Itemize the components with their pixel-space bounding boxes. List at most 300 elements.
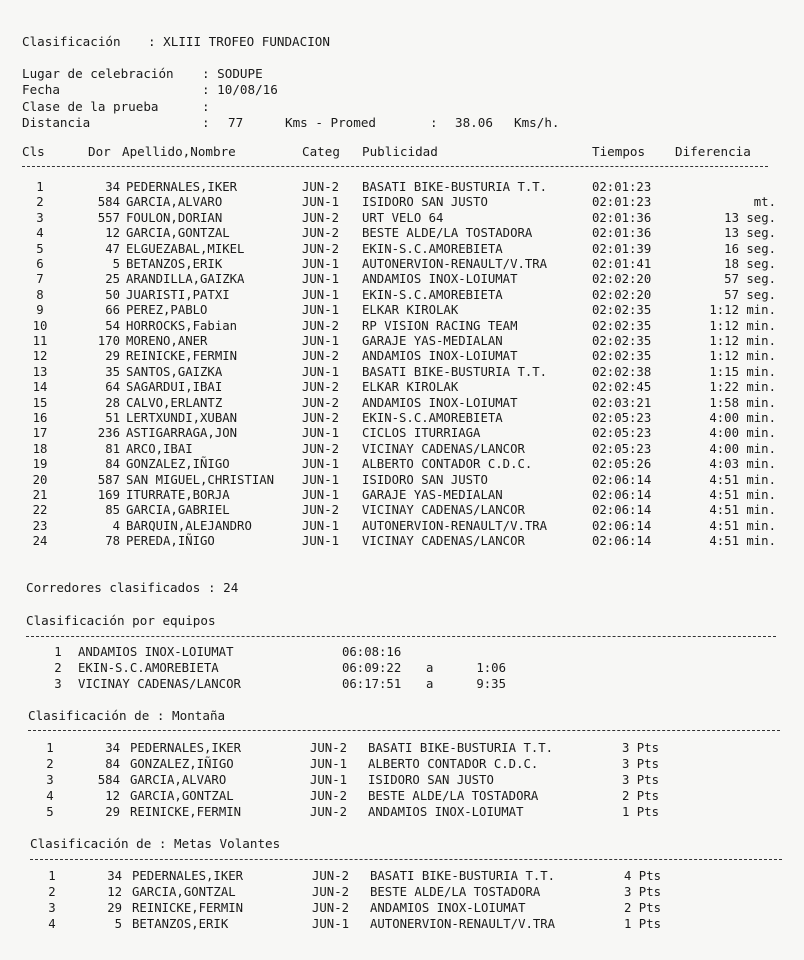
montana-name: GARCIA,ALVARO <box>130 773 227 787</box>
table-row <box>0 179 804 195</box>
montana-name: REINICKE,FERMIN <box>130 805 242 819</box>
table-row <box>0 241 804 257</box>
metas-dor: 34 <box>107 869 122 883</box>
table-row <box>0 287 804 303</box>
montana-row <box>0 772 804 788</box>
row-dor: 64 <box>105 380 120 395</box>
equipo-pos: 1 <box>54 645 62 659</box>
montana-categ: JUN-1 <box>310 757 348 771</box>
montana-divider <box>28 730 780 731</box>
row-dor: 12 <box>105 226 120 241</box>
row-categ: JUN-2 <box>302 503 340 518</box>
row-categ: JUN-1 <box>302 472 340 487</box>
equipos-title-line <box>0 613 804 629</box>
table-row <box>0 395 804 411</box>
metas-pos: 3 <box>48 901 56 915</box>
row-name: CALVO,ERLANTZ <box>126 395 223 410</box>
row-categ: JUN-2 <box>302 441 340 456</box>
montana-publicidad: ISIDORO SAN JUSTO <box>368 773 494 787</box>
row-publicidad: BASATI BIKE-BUSTURIA T.T. <box>362 364 548 379</box>
row-name: BARQUIN,ALEJANDRO <box>126 518 252 533</box>
row-dor: 50 <box>105 287 120 302</box>
table-row <box>0 472 804 488</box>
table-row <box>0 333 804 349</box>
row-name: ASTIGARRAGA,JON <box>126 426 238 441</box>
row-categ: JUN-1 <box>302 334 340 348</box>
row-publicidad: ELKAR KIROLAK <box>362 380 459 395</box>
row-name: ARANDILLA,GAIZKA <box>126 272 245 287</box>
row-tiempo: 02:02:20 <box>592 272 652 287</box>
row-dor: 557 <box>97 210 120 225</box>
row-tiempo: 02:06:14 <box>592 488 652 502</box>
row-tiempo: 02:03:21 <box>592 395 652 410</box>
row-tiempo: 02:01:39 <box>592 241 652 256</box>
distancia-value: 77 <box>228 115 244 130</box>
row-categ: JUN-1 <box>302 195 340 210</box>
row-publicidad: ISIDORO SAN JUSTO <box>362 472 488 487</box>
col-publicidad: Publicidad <box>362 144 438 159</box>
montana-dor: 584 <box>97 773 120 787</box>
row-publicidad: ANDAMIOS INOX-LOIUMAT <box>362 272 518 287</box>
col-dor: Dor <box>88 144 111 159</box>
row-name: HORROCKS,Fabian <box>126 318 238 333</box>
metas-title: Clasificación de : Metas Volantes <box>30 836 281 851</box>
row-publicidad: EKIN-S.C.AMOREBIETA <box>362 241 503 256</box>
metas-name: REINICKE,FERMIN <box>132 901 244 915</box>
row-name: MORENO,ANER <box>126 334 208 348</box>
montana-pts: 3 Pts <box>622 773 660 787</box>
row-categ: JUN-1 <box>302 257 340 271</box>
metas-pts: 4 Pts <box>624 869 662 883</box>
row-publicidad: GARAJE YAS-MEDIALAN <box>362 488 503 502</box>
montana-publicidad: ALBERTO CONTADOR C.D.C. <box>368 757 539 771</box>
lugar-label: Lugar de celebración <box>22 66 174 81</box>
metas-categ: JUN-1 <box>312 917 350 931</box>
lugar-line <box>0 66 804 82</box>
clase-label: Clase de la prueba <box>22 99 159 114</box>
row-dor: 78 <box>105 534 120 549</box>
row-diferencia: 18 seg. <box>724 257 776 271</box>
row-cls: 2 <box>36 195 44 210</box>
montana-title: Clasificación de : Montaña <box>28 708 226 723</box>
row-name: ITURRATE,BORJA <box>126 488 230 502</box>
montana-categ: JUN-2 <box>310 789 348 803</box>
row-dor: 587 <box>97 472 120 487</box>
equipo-pos: 3 <box>54 677 62 691</box>
col-tiempos: Tiempos <box>592 144 646 159</box>
row-categ: JUN-1 <box>302 534 340 549</box>
metas-divider <box>30 859 782 860</box>
row-publicidad: ISIDORO SAN JUSTO <box>362 195 488 210</box>
table-row <box>0 533 804 549</box>
row-cls: 13 <box>32 364 48 379</box>
row-categ: JUN-1 <box>302 457 340 472</box>
row-diferencia: 4:51 min. <box>709 534 776 549</box>
row-tiempo: 02:05:23 <box>592 411 652 425</box>
row-diferencia: 4:00 min. <box>709 411 776 425</box>
table-row <box>0 441 804 457</box>
row-name: ELGUEZABAL,MIKEL <box>126 241 245 256</box>
table-row <box>0 302 804 318</box>
header-divider <box>22 166 768 167</box>
row-categ: JUN-2 <box>302 395 340 410</box>
row-diferencia: 4:51 min. <box>709 488 776 502</box>
montana-pos: 3 <box>46 773 54 787</box>
row-tiempo: 02:02:35 <box>592 349 652 364</box>
row-cls: 4 <box>36 226 44 241</box>
row-dor: 84 <box>105 457 120 472</box>
row-cls: 8 <box>36 287 44 302</box>
equipos-row <box>0 676 804 692</box>
equipo-diff: 9:35 <box>476 677 506 691</box>
distancia-colon: : <box>202 115 210 130</box>
row-dor: 25 <box>105 272 120 287</box>
row-dor: 170 <box>97 334 120 348</box>
row-publicidad: VICINAY CADENAS/LANCOR <box>362 441 525 456</box>
row-categ: JUN-1 <box>302 272 340 287</box>
metas-pos: 4 <box>48 917 56 931</box>
montana-categ: JUN-1 <box>310 773 348 787</box>
row-name: PEDERNALES,IKER <box>126 180 238 194</box>
row-tiempo: 02:01:23 <box>592 180 652 194</box>
row-publicidad: URT VELO 64 <box>362 210 444 225</box>
montana-row <box>0 804 804 820</box>
montana-pts: 2 Pts <box>622 789 660 803</box>
row-cls: 9 <box>36 303 44 318</box>
row-name: JUARISTI,PATXI <box>126 287 230 302</box>
table-row <box>0 456 804 472</box>
row-categ: JUN-2 <box>302 180 340 194</box>
row-diferencia: 1:15 min. <box>709 364 776 379</box>
row-cls: 5 <box>36 241 44 256</box>
row-publicidad: VICINAY CADENAS/LANCOR <box>362 534 525 549</box>
row-tiempo: 02:06:14 <box>592 518 652 533</box>
metas-pos: 2 <box>48 885 56 899</box>
row-categ: JUN-2 <box>302 411 340 425</box>
row-dor: 81 <box>105 441 120 456</box>
row-diferencia: 1:22 min. <box>709 380 776 395</box>
row-name: SAN MIGUEL,CHRISTIAN <box>126 472 275 487</box>
montana-pos: 4 <box>46 789 54 803</box>
row-name: ARCO,IBAI <box>126 441 193 456</box>
metas-dor: 5 <box>114 917 122 931</box>
row-categ: JUN-1 <box>302 364 340 379</box>
row-publicidad: ANDAMIOS INOX-LOIUMAT <box>362 349 518 364</box>
row-diferencia: 4:00 min. <box>709 441 776 456</box>
row-cls: 16 <box>32 411 48 425</box>
distancia-label: Distancia <box>22 115 91 130</box>
corredores-line <box>0 580 804 596</box>
row-name: FOULON,DORIAN <box>126 210 223 225</box>
row-cls: 22 <box>32 503 48 518</box>
row-diferencia: 4:51 min. <box>709 503 776 518</box>
row-publicidad: EKIN-S.C.AMOREBIETA <box>362 411 503 425</box>
clasificacion-label: Clasificación <box>22 34 121 49</box>
col-diferencia: Diferencia <box>675 144 751 159</box>
row-categ: JUN-1 <box>302 287 340 302</box>
montana-dor: 34 <box>105 741 120 755</box>
table-row <box>0 487 804 503</box>
corredores-text: Corredores clasificados : 24 <box>26 580 239 595</box>
row-cls: 1 <box>36 180 44 194</box>
row-name: SAGARDUI,IBAI <box>126 380 223 395</box>
row-publicidad: AUTONERVION-RENAULT/V.TRA <box>362 518 548 533</box>
row-cls: 12 <box>32 349 48 364</box>
row-cls: 19 <box>32 457 48 472</box>
row-publicidad: BESTE ALDE/LA TOSTADORA <box>362 226 533 241</box>
row-categ: JUN-1 <box>302 488 340 502</box>
metas-pos: 1 <box>48 869 56 883</box>
table-row <box>0 364 804 380</box>
col-nombre: Apellido,Nombre <box>122 144 236 159</box>
race-title-line <box>0 34 804 50</box>
row-diferencia: 13 seg. <box>724 226 776 241</box>
race-name: : XLIII TROFEO FUNDACION <box>148 34 330 49</box>
metas-publicidad: AUTONERVION-RENAULT/V.TRA <box>370 917 556 931</box>
equipo-name: EKIN-S.C.AMOREBIETA <box>78 661 219 675</box>
montana-pts: 3 Pts <box>622 741 660 755</box>
table-row <box>0 194 804 210</box>
metas-title-line <box>0 836 804 852</box>
row-tiempo: 02:06:14 <box>592 534 652 549</box>
row-diferencia: 1:12 min. <box>709 318 776 333</box>
row-cls: 6 <box>36 257 44 271</box>
montana-pos: 5 <box>46 805 54 819</box>
row-diferencia: mt. <box>753 195 776 210</box>
montana-categ: JUN-2 <box>310 805 348 819</box>
row-tiempo: 02:01:23 <box>592 195 652 210</box>
row-publicidad: GARAJE YAS-MEDIALAN <box>362 334 503 348</box>
row-publicidad: VICINAY CADENAS/LANCOR <box>362 503 525 518</box>
row-diferencia: 1:12 min. <box>709 303 776 318</box>
row-cls: 11 <box>32 334 48 348</box>
montana-categ: JUN-2 <box>310 741 348 755</box>
row-categ: JUN-1 <box>302 518 340 533</box>
montana-row <box>0 788 804 804</box>
row-dor: 5 <box>112 257 120 271</box>
row-dor: 35 <box>105 364 120 379</box>
metas-row <box>0 900 804 916</box>
equipo-time: 06:09:22 <box>342 661 402 675</box>
montana-dor: 29 <box>105 805 120 819</box>
row-diferencia: 4:00 min. <box>709 426 776 441</box>
metas-row <box>0 868 804 884</box>
row-categ: JUN-2 <box>302 210 340 225</box>
row-name: GARCIA,ALVARO <box>126 195 223 210</box>
row-name: SANTOS,GAIZKA <box>126 364 223 379</box>
montana-pts: 3 Pts <box>622 757 660 771</box>
row-publicidad: ALBERTO CONTADOR C.D.C. <box>362 457 533 472</box>
row-cls: 7 <box>36 272 44 287</box>
row-tiempo: 02:05:23 <box>592 426 652 441</box>
row-dor: 28 <box>105 395 120 410</box>
row-tiempo: 02:05:26 <box>592 457 652 472</box>
row-tiempo: 02:02:35 <box>592 318 652 333</box>
row-dor: 29 <box>105 349 120 364</box>
equipo-name: VICINAY CADENAS/LANCOR <box>78 677 241 691</box>
row-cls: 15 <box>32 395 48 410</box>
row-cls: 20 <box>32 472 48 487</box>
montana-row <box>0 756 804 772</box>
row-categ: JUN-1 <box>302 426 340 441</box>
row-diferencia: 57 seg. <box>724 272 776 287</box>
equipo-name: ANDAMIOS INOX-LOIUMAT <box>78 645 234 659</box>
montana-row <box>0 740 804 756</box>
metas-row <box>0 916 804 932</box>
equipos-divider <box>26 636 776 637</box>
table-row <box>0 518 804 534</box>
promed-colon: : <box>430 115 438 130</box>
equipo-time: 06:08:16 <box>342 645 402 659</box>
metas-dor: 29 <box>107 901 122 915</box>
metas-name: BETANZOS,ERIK <box>132 917 229 931</box>
row-cls: 18 <box>32 441 48 456</box>
row-tiempo: 02:05:23 <box>592 441 652 456</box>
kms-label: Kms - Promed <box>285 115 376 130</box>
table-row <box>0 271 804 287</box>
row-dor: 34 <box>105 180 120 194</box>
fecha-line <box>0 82 804 98</box>
table-row <box>0 425 804 441</box>
metas-name: PEDERNALES,IKER <box>132 869 244 883</box>
fecha-label: Fecha <box>22 82 60 97</box>
row-publicidad: CICLOS ITURRIAGA <box>362 426 481 441</box>
row-tiempo: 02:02:38 <box>592 364 652 379</box>
row-tiempo: 02:02:20 <box>592 287 652 302</box>
equipo-a: a <box>426 677 434 691</box>
table-row <box>0 502 804 518</box>
kmsh-label: Kms/h. <box>514 115 560 130</box>
row-dor: 51 <box>105 411 120 425</box>
metas-name: GARCIA,GONTZAL <box>132 885 236 899</box>
row-publicidad: BASATI BIKE-BUSTURIA T.T. <box>362 180 548 194</box>
row-cls: 3 <box>36 210 44 225</box>
equipo-diff: 1:06 <box>476 661 506 675</box>
montana-pts: 1 Pts <box>622 805 660 819</box>
row-diferencia: 1:12 min. <box>709 334 776 348</box>
row-dor: 584 <box>97 195 120 210</box>
montana-publicidad: BESTE ALDE/LA TOSTADORA <box>368 789 539 803</box>
metas-publicidad: BASATI BIKE-BUSTURIA T.T. <box>370 869 556 883</box>
row-dor: 47 <box>105 241 120 256</box>
row-name: GARCIA,GABRIEL <box>126 503 230 518</box>
montana-pos: 2 <box>46 757 54 771</box>
lugar-value: : SODUPE <box>202 66 263 81</box>
clase-line <box>0 99 804 115</box>
row-dor: 54 <box>105 318 120 333</box>
metas-categ: JUN-2 <box>312 885 350 899</box>
row-categ: JUN-2 <box>302 241 340 256</box>
equipo-time: 06:17:51 <box>342 677 402 691</box>
table-row <box>0 318 804 334</box>
row-name: PEREDA,IÑIGO <box>126 534 215 549</box>
metas-pts: 3 Pts <box>624 885 662 899</box>
equipos-title: Clasificación por equipos <box>26 613 216 628</box>
metas-categ: JUN-2 <box>312 869 350 883</box>
row-cls: 10 <box>32 318 48 333</box>
row-tiempo: 02:06:14 <box>592 472 652 487</box>
row-diferencia: 57 seg. <box>724 287 776 302</box>
equipos-row <box>0 644 804 660</box>
row-publicidad: AUTONERVION-RENAULT/V.TRA <box>362 257 548 271</box>
row-tiempo: 02:01:36 <box>592 226 652 241</box>
row-categ: JUN-2 <box>302 226 340 241</box>
equipo-pos: 2 <box>54 661 62 675</box>
table-row <box>0 256 804 272</box>
row-diferencia: 4:51 min. <box>709 518 776 533</box>
row-dor: 236 <box>97 426 120 441</box>
row-cls: 23 <box>32 518 48 533</box>
montana-name: GARCIA,GONTZAL <box>130 789 234 803</box>
row-diferencia: 1:12 min. <box>709 349 776 364</box>
montana-publicidad: BASATI BIKE-BUSTURIA T.T. <box>368 741 554 755</box>
promed-value: 38.06 <box>455 115 493 130</box>
metas-pts: 2 Pts <box>624 901 662 915</box>
row-categ: JUN-2 <box>302 349 340 364</box>
table-header <box>0 144 804 160</box>
row-categ: JUN-2 <box>302 318 340 333</box>
row-categ: JUN-1 <box>302 303 340 318</box>
row-tiempo: 02:02:35 <box>592 303 652 318</box>
metas-categ: JUN-2 <box>312 901 350 915</box>
row-tiempo: 02:01:36 <box>592 210 652 225</box>
table-row <box>0 210 804 226</box>
montana-dor: 84 <box>105 757 120 771</box>
row-diferencia: 4:51 min. <box>709 472 776 487</box>
montana-pos: 1 <box>46 741 54 755</box>
row-diferencia: 4:03 min. <box>709 457 776 472</box>
col-categ: Categ <box>302 144 340 159</box>
col-cls: Cls <box>22 144 45 159</box>
row-tiempo: 02:02:35 <box>592 334 652 348</box>
row-diferencia: 13 seg. <box>724 210 776 225</box>
distancia-line <box>0 115 804 131</box>
row-tiempo: 02:02:45 <box>592 380 652 395</box>
equipo-a: a <box>426 661 434 675</box>
fecha-value: : 10/08/16 <box>202 82 278 97</box>
table-row <box>0 225 804 241</box>
montana-name: GONZALEZ,IÑIGO <box>130 757 234 771</box>
metas-row <box>0 884 804 900</box>
row-name: GONZALEZ,IÑIGO <box>126 457 230 472</box>
row-publicidad: ANDAMIOS INOX-LOIUMAT <box>362 395 518 410</box>
row-cls: 14 <box>32 380 48 395</box>
row-dor: 169 <box>97 488 120 502</box>
row-name: BETANZOS,ERIK <box>126 257 223 271</box>
row-name: PEREZ,PABLO <box>126 303 208 318</box>
equipos-row <box>0 660 804 676</box>
metas-publicidad: ANDAMIOS INOX-LOIUMAT <box>370 901 526 915</box>
row-tiempo: 02:01:41 <box>592 257 652 271</box>
clase-value: : <box>202 99 210 114</box>
table-row <box>0 410 804 426</box>
row-dor: 85 <box>105 503 120 518</box>
montana-title-line <box>0 708 804 724</box>
table-row <box>0 348 804 364</box>
row-diferencia: 1:58 min. <box>709 395 776 410</box>
montana-dor: 12 <box>105 789 120 803</box>
montana-name: PEDERNALES,IKER <box>130 741 242 755</box>
row-tiempo: 02:06:14 <box>592 503 652 518</box>
row-dor: 66 <box>105 303 120 318</box>
metas-pts: 1 Pts <box>624 917 662 931</box>
row-dor: 4 <box>112 518 120 533</box>
table-row <box>0 379 804 395</box>
metas-dor: 12 <box>107 885 122 899</box>
row-publicidad: RP VISION RACING TEAM <box>362 318 518 333</box>
row-name: GARCIA,GONTZAL <box>126 226 230 241</box>
row-publicidad: ELKAR KIROLAK <box>362 303 459 318</box>
